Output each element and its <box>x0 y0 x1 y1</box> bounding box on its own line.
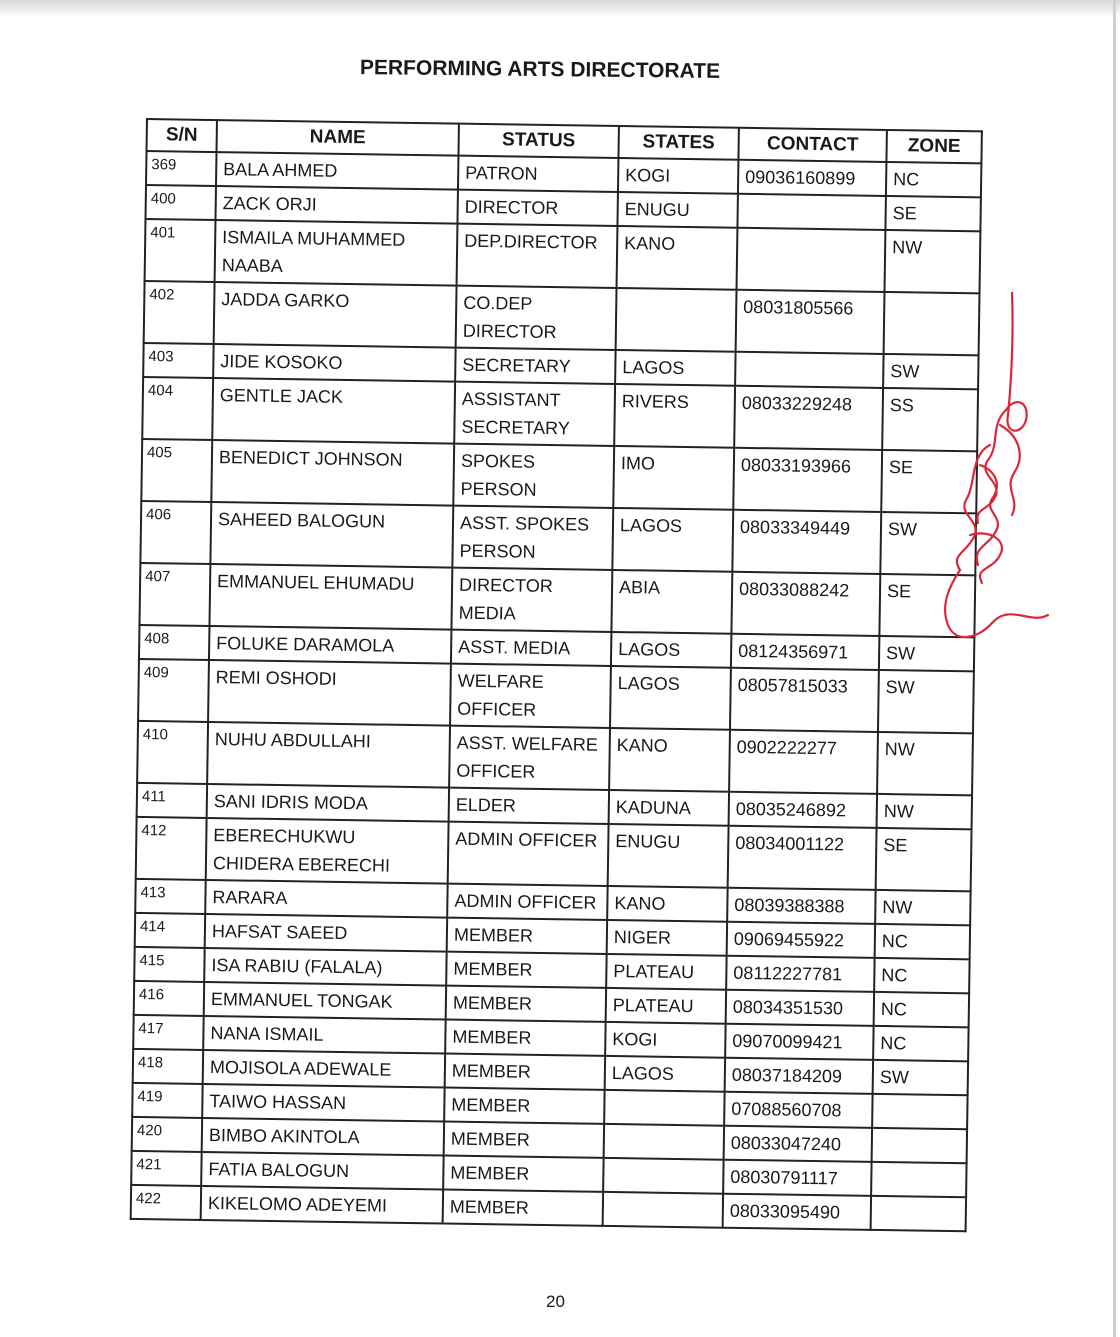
cell-status: MEMBER <box>443 1190 603 1226</box>
cell-zone: NC <box>874 958 969 993</box>
cell-status: MEMBER <box>445 1054 605 1090</box>
cell-contact: 08034351530 <box>726 990 874 1026</box>
cell-state: LAGOS <box>610 666 731 730</box>
cell-sn: 400 <box>146 185 216 220</box>
cell-sn: 405 <box>141 439 212 502</box>
cell-zone: SW <box>880 512 976 575</box>
column-header-name: NAME <box>217 120 459 156</box>
column-header-status: STATUS <box>458 124 618 158</box>
cell-sn: 415 <box>134 947 204 982</box>
cell-status: DIRECTOR MEDIA <box>451 568 612 632</box>
cell-contact: 08033088242 <box>731 572 880 636</box>
cell-sn: 406 <box>140 501 211 564</box>
cell-state: LAGOS <box>605 1056 725 1092</box>
cell-status: DIRECTOR <box>457 190 617 226</box>
cell-status: MEMBER <box>447 918 607 954</box>
cell-zone: SE <box>876 828 972 891</box>
cell-zone: SE <box>879 574 975 637</box>
cell-state: NIGER <box>607 920 727 956</box>
cell-status: PATRON <box>458 156 618 192</box>
cell-name: TAIWO HASSAN <box>202 1084 444 1122</box>
cell-name: SAHEED BALOGUN <box>210 502 453 568</box>
cell-status: MEMBER <box>444 1122 604 1158</box>
cell-contact <box>735 352 883 388</box>
cell-name: BENEDICT JOHNSON <box>211 440 454 506</box>
cell-state: PLATEAU <box>606 988 726 1024</box>
cell-state: KOGI <box>605 1022 725 1058</box>
cell-state: ABIA <box>611 570 732 634</box>
cell-status: ASSISTANT SECRETARY <box>454 382 615 446</box>
handwritten-signature-icon <box>930 285 1060 655</box>
directorate-table-wrapper <box>130 118 981 1232</box>
cell-zone <box>872 1094 967 1129</box>
cell-sn: 416 <box>134 981 204 1016</box>
cell-name: FOLUKE DARAMOLA <box>209 626 451 664</box>
cell-name: ISA RABIU (FALALA) <box>204 948 446 986</box>
cell-state: KANO <box>617 226 738 290</box>
cell-name: GENTLE JACK <box>212 378 455 444</box>
column-header-sn: S/N <box>147 119 217 152</box>
cell-name: BALA AHMED <box>216 152 458 190</box>
cell-zone: NC <box>874 992 969 1027</box>
cell-status: ASST. MEDIA <box>451 630 611 666</box>
cell-zone: NC <box>875 924 970 959</box>
cell-state: KOGI <box>618 158 738 194</box>
cell-sn: 418 <box>133 1049 203 1084</box>
cell-zone: NW <box>885 230 981 293</box>
cell-zone: NC <box>886 162 981 197</box>
cell-status: WELFARE OFFICER <box>450 664 611 728</box>
cell-state: KANO <box>607 886 727 922</box>
cell-zone: SE <box>881 450 977 513</box>
cell-contact <box>737 228 886 292</box>
cell-name: NANA ISMAIL <box>203 1016 445 1054</box>
column-header-states: STATES <box>618 126 738 160</box>
cell-sn: 422 <box>131 1185 201 1220</box>
cell-zone <box>872 1128 967 1163</box>
cell-sn: 411 <box>137 783 207 818</box>
cell-zone: NW <box>877 794 972 829</box>
cell-zone: SW <box>873 1060 968 1095</box>
cell-name: EBERECHUKWU CHIDERA EBERECHI <box>206 818 449 884</box>
table-body <box>131 151 982 1231</box>
cell-state: ENUGU <box>617 192 737 228</box>
cell-contact: 07088560708 <box>724 1092 872 1128</box>
directorate-table <box>130 118 983 1232</box>
cell-state: IMO <box>613 446 734 510</box>
cell-name: MOJISOLA ADEWALE <box>203 1050 445 1088</box>
page-right-edge <box>1113 0 1116 1337</box>
cell-status: DEP.DIRECTOR <box>457 224 618 288</box>
cell-state <box>603 1158 723 1194</box>
cell-state: LAGOS <box>615 350 735 386</box>
cell-contact: 09070099421 <box>725 1024 873 1060</box>
cell-state <box>616 288 737 352</box>
cell-contact: 08033229248 <box>734 386 883 450</box>
cell-name: HAFSAT SAEED <box>205 914 447 952</box>
cell-sn: 417 <box>133 1015 203 1050</box>
cell-contact: 08033349449 <box>732 510 881 574</box>
cell-state: LAGOS <box>611 632 731 668</box>
cell-contact: 08031805566 <box>736 290 885 354</box>
cell-sn: 408 <box>139 625 209 660</box>
cell-sn: 410 <box>137 721 208 784</box>
cell-status: ASST. SPOKES PERSON <box>452 506 613 570</box>
cell-state: LAGOS <box>612 508 733 572</box>
cell-sn: 413 <box>135 879 205 914</box>
cell-name: FATIA BALOGUN <box>201 1152 443 1190</box>
cell-status: SPOKES PERSON <box>453 444 614 508</box>
cell-contact: 08124356971 <box>731 634 879 670</box>
cell-contact: 08033095490 <box>723 1194 871 1230</box>
cell-sn: 419 <box>132 1083 202 1118</box>
cell-contact: 08035246892 <box>729 792 877 828</box>
page-top-shadow <box>0 0 1120 18</box>
cell-status: SECRETARY <box>455 348 615 384</box>
cell-state: RIVERS <box>614 384 735 448</box>
cell-contact: 09036160899 <box>738 160 886 196</box>
page-title: PERFORMING ARTS DIRECTORATE <box>359 56 721 83</box>
cell-contact: 08057815033 <box>730 668 879 732</box>
cell-state: KADUNA <box>609 790 729 826</box>
cell-contact: 08033193966 <box>733 448 882 512</box>
cell-status: ASST. WELFARE OFFICER <box>449 726 610 790</box>
cell-status: MEMBER <box>446 952 606 988</box>
cell-name: EMMANUEL EHUMADU <box>209 564 452 630</box>
cell-zone: SS <box>882 388 978 451</box>
cell-zone: SE <box>885 196 980 231</box>
cell-sn: 369 <box>146 151 216 186</box>
cell-contact: 08112227781 <box>726 956 874 992</box>
cell-name: ZACK ORJI <box>215 186 457 224</box>
cell-zone: NC <box>873 1026 968 1061</box>
cell-state <box>603 1192 723 1228</box>
cell-zone: NW <box>875 890 970 925</box>
column-header-zone: ZONE <box>886 130 981 163</box>
cell-zone <box>871 1196 966 1231</box>
cell-name: SANI IDRIS MODA <box>207 784 449 822</box>
cell-status: ELDER <box>449 788 609 824</box>
cell-sn: 407 <box>139 563 210 626</box>
cell-status: ADMIN OFFICER <box>447 884 607 920</box>
cell-sn: 401 <box>145 219 216 282</box>
cell-zone: SW <box>878 670 974 733</box>
cell-sn: 420 <box>132 1117 202 1152</box>
page-number: 20 <box>546 1292 565 1311</box>
cell-zone: SW <box>883 354 978 389</box>
cell-state: ENUGU <box>608 824 729 888</box>
cell-name: KIKELOMO ADEYEMI <box>201 1186 443 1224</box>
cell-status: ADMIN OFFICER <box>448 822 609 886</box>
cell-zone: SW <box>879 636 974 671</box>
cell-name: JIDE KOSOKO <box>213 344 455 382</box>
cell-contact: 0902222277 <box>729 730 878 794</box>
cell-contact: 08034001122 <box>728 826 877 890</box>
cell-status: CO.DEP DIRECTOR <box>456 286 617 350</box>
cell-name: JADDA GARKO <box>214 282 457 348</box>
cell-status: MEMBER <box>444 1088 604 1124</box>
cell-contact: 08037184209 <box>725 1058 873 1094</box>
cell-contact: 08039388388 <box>727 888 875 924</box>
cell-contact <box>737 194 885 230</box>
cell-name: BIMBO AKINTOLA <box>202 1118 444 1156</box>
cell-name: NUHU ABDULLAHI <box>207 722 450 788</box>
cell-status: MEMBER <box>443 1156 603 1192</box>
cell-contact: 08030791117 <box>723 1160 871 1196</box>
cell-sn: 421 <box>131 1151 201 1186</box>
cell-state: PLATEAU <box>606 954 726 990</box>
cell-state <box>604 1124 724 1160</box>
cell-sn: 403 <box>143 343 213 378</box>
cell-state: KANO <box>609 728 730 792</box>
cell-zone <box>871 1162 966 1197</box>
cell-name: REMI OSHODI <box>208 660 451 726</box>
cell-contact: 09069455922 <box>727 922 875 958</box>
cell-sn: 414 <box>135 913 205 948</box>
column-header-contact: CONTACT <box>738 128 886 162</box>
cell-contact: 08033047240 <box>724 1126 872 1162</box>
cell-state <box>604 1090 724 1126</box>
cell-sn: 402 <box>144 281 215 344</box>
cell-status: MEMBER <box>446 986 606 1022</box>
cell-sn: 409 <box>138 659 209 722</box>
cell-name: EMMANUEL TONGAK <box>204 982 446 1020</box>
cell-sn: 404 <box>142 377 213 440</box>
cell-status: MEMBER <box>445 1020 605 1056</box>
cell-zone: NW <box>877 732 973 795</box>
cell-name: RARARA <box>205 880 447 918</box>
cell-sn: 412 <box>136 817 207 880</box>
cell-name: ISMAILA MUHAMMED NAABA <box>215 220 458 286</box>
